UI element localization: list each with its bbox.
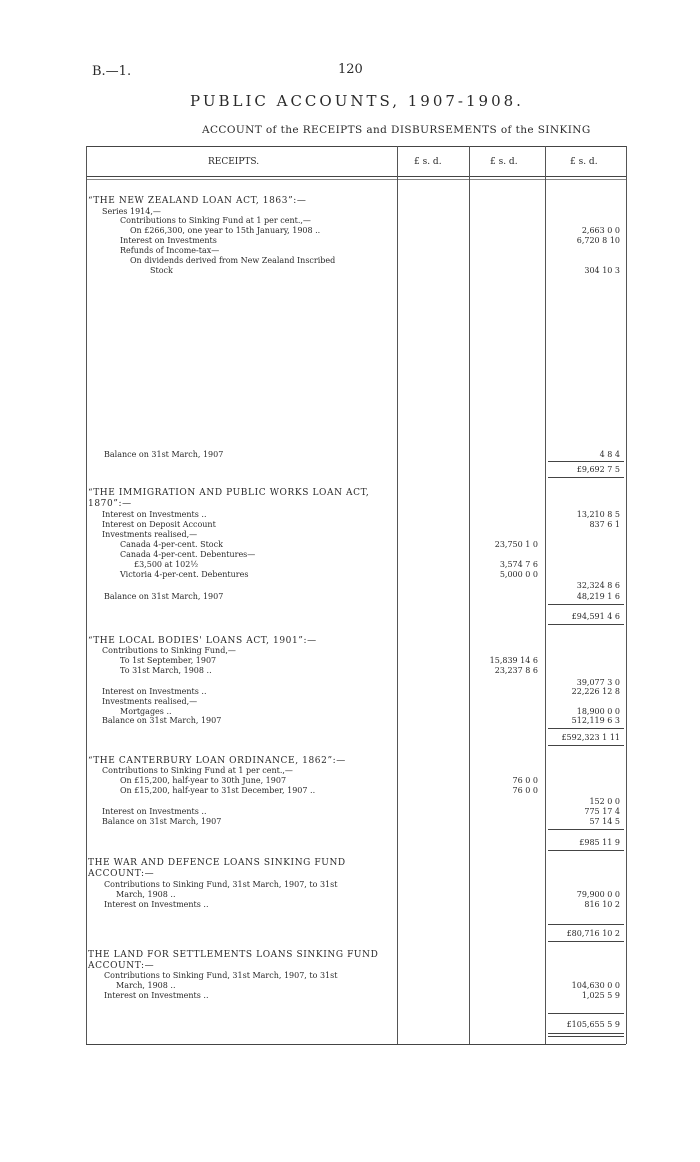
line-label: Interest on Investments ..	[104, 900, 209, 909]
amount-cell: 1,025 5 9	[581, 991, 620, 1000]
line-label: March, 1908 ..	[116, 981, 176, 990]
total-rule	[548, 850, 624, 851]
line-label: Series 1914,—	[102, 207, 161, 216]
total-rule-double	[548, 1036, 624, 1037]
page-number: 120	[338, 62, 363, 77]
amount-cell: 57 14 5	[589, 817, 620, 826]
amount-cell: 32,324 8 6	[576, 581, 620, 590]
amount-cell: 304 10 3	[584, 266, 620, 275]
line-label: Contributions to Sinking Fund, 31st March, 1907, to 31st	[104, 971, 338, 980]
section-total: £105,655 5 9	[566, 1020, 620, 1029]
amount-cell: 76 0 0	[512, 776, 538, 785]
document-reference: B.—1.	[92, 64, 132, 79]
amount-cell: 76 0 0	[512, 786, 538, 795]
section-title: THE LAND FOR SETTLEMENTS LOANS SINKING FUND ACCOUNT:—	[88, 950, 379, 971]
subtotal-rule	[548, 604, 624, 605]
line-label: Interest on Investments ..	[102, 687, 207, 696]
total-rule	[548, 745, 624, 746]
column-divider	[469, 146, 470, 1044]
amount-cell: 5,000 0 0	[499, 570, 538, 579]
line-label: Balance on 31st March, 1907	[104, 592, 224, 601]
amount-cell: 13,210 8 5	[576, 510, 620, 519]
section-total: £80,716 10 2	[566, 929, 620, 938]
line-label: Contributions to Sinking Fund,—	[102, 646, 236, 655]
amount-cell: 48,219 1 6	[576, 592, 620, 601]
amount-cell: 816 10 2	[584, 900, 620, 909]
line-label: Canada 4-per-cent. Stock	[120, 540, 223, 549]
line-label: Mortgages ..	[120, 707, 172, 716]
subtotal-rule	[548, 461, 624, 462]
line-label: Balance on 31st March, 1907	[104, 450, 224, 459]
section-total: £592,323 1 11	[561, 733, 620, 742]
line-label: Victoria 4-per-cent. Debentures	[120, 570, 249, 579]
table-bottom-rule	[86, 1044, 626, 1045]
column-divider	[626, 146, 627, 1044]
section-title: “THE IMMIGRATION AND PUBLIC WORKS LOAN ACT, 1870”:—	[88, 488, 370, 509]
line-label: Refunds of Income-tax—	[120, 246, 220, 255]
line-label: Interest on Investments ..	[102, 510, 207, 519]
amount-cell: 775 17 4	[584, 807, 620, 816]
total-rule	[548, 1033, 624, 1034]
line-label: Contributions to Sinking Fund, 31st March, 1907, to 31st	[104, 880, 338, 889]
line-label: Investments realised,—	[102, 697, 198, 706]
line-label: To 31st March, 1908 ..	[120, 666, 212, 675]
amount-cell: 18,900 0 0	[576, 707, 620, 716]
line-label: Contributions to Sinking Fund at 1 per cent.,—	[120, 216, 311, 225]
subtotal-rule	[548, 924, 624, 925]
section-total: £9,692 7 5	[576, 465, 620, 474]
section-total: £94,591 4 6	[571, 612, 620, 621]
page-title: PUBLIC ACCOUNTS, 1907-1908.	[190, 92, 524, 110]
line-label: Canada 4-per-cent. Debentures—	[120, 550, 256, 559]
section-title: “THE CANTERBURY LOAN ORDINANCE, 1862”:—	[88, 756, 346, 766]
line-label: Interest on Investments ..	[104, 991, 209, 1000]
total-rule	[548, 477, 624, 478]
column-header-currency: £ s. d.	[490, 157, 518, 167]
line-label: Contributions to Sinking Fund at 1 per cent.,—	[102, 766, 293, 775]
line-label: Balance on 31st March, 1907	[102, 716, 222, 725]
amount-cell: 22,226 12 8	[571, 687, 620, 696]
line-label: £3,500 at 102½	[134, 560, 199, 569]
line-label: Interest on Investments ..	[102, 807, 207, 816]
column-divider	[545, 146, 546, 1044]
column-header-currency: £ s. d.	[414, 157, 442, 167]
column-header-currency: £ s. d.	[570, 157, 598, 167]
line-label: On £15,200, half-year to 31st December, 1907 ..	[120, 786, 316, 795]
amount-cell: 152 0 0	[589, 797, 620, 806]
line-label: Investments realised,—	[102, 530, 198, 539]
amount-cell: 104,630 0 0	[571, 981, 620, 990]
column-header-receipts: RECEIPTS.	[208, 157, 260, 167]
line-label: March, 1908 ..	[116, 890, 176, 899]
amount-cell: 23,750 1 0	[494, 540, 538, 549]
amount-cell: 2,663 0 0	[581, 226, 620, 235]
section-title: “THE NEW ZEALAND LOAN ACT, 1863”:—	[88, 196, 307, 206]
amount-cell: 23,237 8 6	[494, 666, 538, 675]
line-label: Interest on Deposit Account	[102, 520, 216, 529]
total-rule	[548, 624, 624, 625]
line-label: On £15,200, half-year to 30th June, 1907	[120, 776, 287, 785]
section-total: £985 11 9	[579, 838, 620, 847]
amount-cell: 512,119 6 3	[571, 716, 620, 725]
line-label: Stock	[150, 266, 173, 275]
line-label: Balance on 31st March, 1907	[102, 817, 222, 826]
subtotal-rule	[548, 728, 624, 729]
amount-cell: 79,900 0 0	[576, 890, 620, 899]
line-label: On £266,300, one year to 15th January, 1908 ..	[130, 226, 321, 235]
line-label: On dividends derived from New Zealand Inscribed	[130, 256, 336, 265]
column-divider	[397, 146, 398, 1044]
amount-cell: 837 6 1	[589, 520, 620, 529]
subtotal-rule	[548, 1013, 624, 1014]
line-label: To 1st September, 1907	[120, 656, 217, 665]
line-label: Interest on Investments	[120, 236, 217, 245]
section-title: THE WAR AND DEFENCE LOANS SINKING FUND ACCOUNT:—	[88, 858, 346, 879]
amount-cell: 3,574 7 6	[499, 560, 538, 569]
amount-cell: 6,720 8 10	[576, 236, 620, 245]
amount-cell: 39,077 3 0	[576, 678, 620, 687]
amount-cell: 15,839 14 6	[489, 656, 538, 665]
subtotal-rule	[548, 829, 624, 830]
account-subtitle: ACCOUNT of the RECEIPTS and DISBURSEMENTS of the SINKING	[202, 124, 591, 136]
section-title: “THE LOCAL BODIES' LOANS ACT, 1901”:—	[88, 636, 317, 646]
amount-cell: 4 8 4	[599, 450, 620, 459]
column-divider	[86, 146, 87, 1044]
total-rule	[548, 941, 624, 942]
